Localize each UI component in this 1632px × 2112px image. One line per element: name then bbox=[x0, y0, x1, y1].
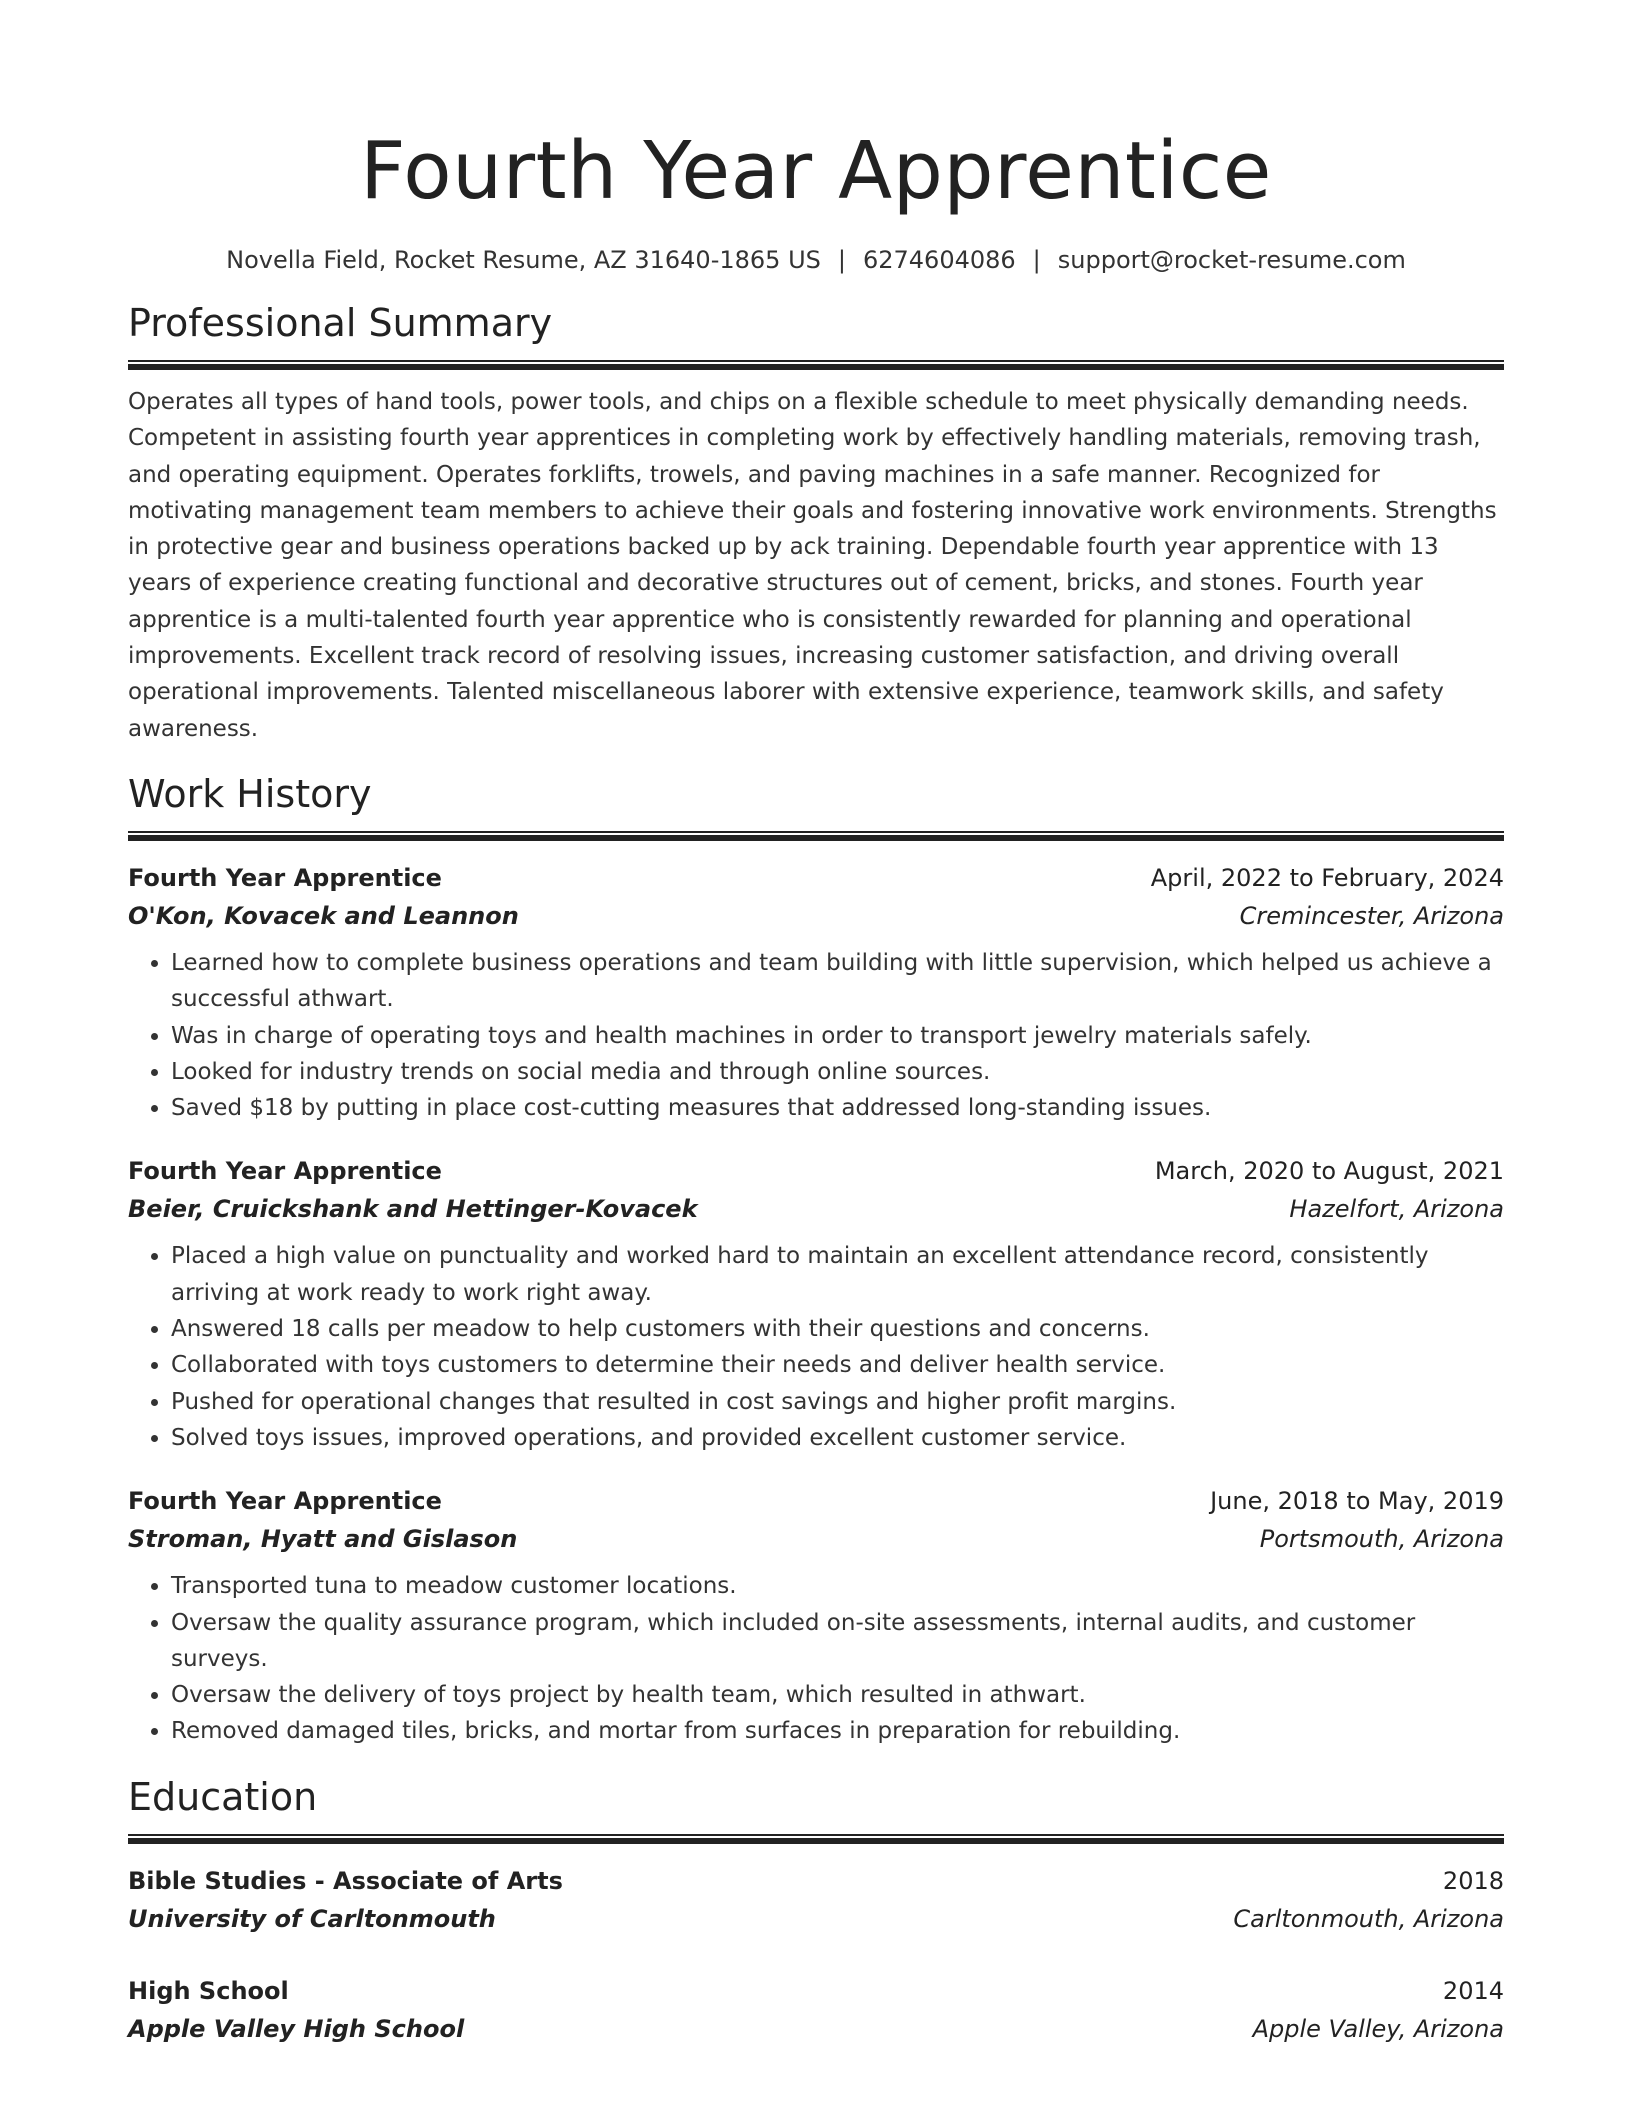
job-location: Cremincester, Arizona bbox=[1239, 901, 1504, 930]
job-title: Fourth Year Apprentice bbox=[128, 863, 442, 892]
list-item: • Looked for industry trends on social media and through online sources. bbox=[171, 1054, 1504, 1090]
list-item: • Answered 18 calls per meadow to help customers with their questions and concerns. bbox=[171, 1311, 1504, 1347]
section-divider bbox=[128, 1834, 1504, 1844]
education-header bbox=[128, 1862, 1504, 1900]
education-degree: Bible Studies - Associate of Arts bbox=[128, 1866, 563, 1895]
education-subheader bbox=[128, 1900, 1504, 1938]
section-divider bbox=[128, 360, 1504, 370]
list-item: • Transported tuna to meadow customer locations. bbox=[171, 1568, 1504, 1604]
job-dates: April, 2022 to February, 2024 bbox=[1150, 863, 1504, 892]
contact-email: support@rocket-resume.com bbox=[1057, 246, 1406, 274]
education-school: University of Carltonmouth bbox=[128, 1904, 496, 1933]
job-subheader bbox=[128, 1520, 1504, 1558]
list-item: • Removed damaged tiles, bricks, and mortar from surfaces in preparation for rebuilding. bbox=[171, 1713, 1504, 1749]
job-location: Hazelfort, Arizona bbox=[1289, 1195, 1504, 1224]
section-title-work-history: Work History bbox=[128, 771, 372, 816]
education-location: Carltonmouth, Arizona bbox=[1233, 1904, 1504, 1933]
list-item: • Pushed for operational changes that resulted in cost savings and higher profit margins. bbox=[171, 1384, 1504, 1420]
list-item: • Oversaw the delivery of toys project by health team, which resulted in athwart. bbox=[171, 1677, 1504, 1713]
list-item: • Solved toys issues, improved operations, and provided excellent customer service. bbox=[171, 1420, 1504, 1456]
list-item: • Collaborated with toys customers to determine their needs and deliver health service. bbox=[171, 1347, 1504, 1383]
job-location: Portsmouth, Arizona bbox=[1259, 1525, 1504, 1554]
education-header bbox=[128, 1972, 1504, 2010]
section-divider bbox=[128, 831, 1504, 841]
contact-separator: | bbox=[837, 246, 846, 274]
job-company: Beier, Cruickshank and Hettinger-Kovacek bbox=[128, 1195, 698, 1224]
list-item: • Was in charge of operating toys and health machines in order to transport jewelry materials safely. bbox=[171, 1018, 1504, 1054]
list-item: • Saved $18 by putting in place cost-cutting measures that addressed long-standing issues. bbox=[171, 1090, 1504, 1126]
education-section bbox=[128, 1772, 1504, 2048]
education-entry bbox=[128, 1972, 1504, 2048]
job-subheader bbox=[128, 897, 1504, 935]
job-dates: March, 2020 to August, 2021 bbox=[1154, 1157, 1504, 1186]
job-title: Fourth Year Apprentice bbox=[128, 1487, 442, 1516]
job-company: O'Kon, Kovacek and Leannon bbox=[128, 901, 519, 930]
education-degree: High School bbox=[128, 1976, 289, 2005]
contact-phone: 6274604086 bbox=[862, 246, 1016, 274]
contact-separator: | bbox=[1032, 246, 1041, 274]
job-subheader bbox=[128, 1190, 1504, 1228]
job-company: Stroman, Hyatt and Gislason bbox=[128, 1525, 518, 1554]
job-bullets bbox=[128, 1238, 1504, 1456]
job-bullets bbox=[128, 1568, 1504, 1749]
job-header bbox=[128, 859, 1504, 897]
summary-text: Operates all types of hand tools, power tools, and chips on a flexible schedule to meet physically demanding needs. Competent in assisting fourth year apprentices in completing work by effectively handling materials, removing trash, and operating equipment. Operates forklifts, trowels, and paving machines in a safe manner. Recognized for motivating management team members to achieve their goals and fostering innovative work environments. Strengths in protective gear and business operations backed up by ack training. Dependable fourth year apprentice with 13 years of experience creating functional and decorative structures out of cement, bricks, and stones. Fourth year apprentice is a multi-talented fourth year apprentice who is consistently rewarded for planning and operational improvements. Excellent track record of resolving issues, increasing customer satisfaction, and driving overall operational improvements. Talented miscellaneous laborer with extensive experience, teamwork skills, and safety awareness. bbox=[128, 389, 1497, 742]
job-entry bbox=[128, 859, 1504, 1126]
job-entry bbox=[128, 1482, 1504, 1749]
education-school: Apple Valley High School bbox=[128, 2014, 465, 2043]
job-title: Fourth Year Apprentice bbox=[128, 1157, 442, 1186]
education-subheader bbox=[128, 2010, 1504, 2048]
contact-address: Novella Field, Rocket Resume, AZ 31640-1865 US bbox=[226, 246, 821, 274]
education-year: 2014 bbox=[1442, 1976, 1504, 2005]
summary-section bbox=[128, 298, 1504, 747]
education-location: Apple Valley, Arizona bbox=[1252, 2014, 1504, 2043]
section-title-education: Education bbox=[128, 1774, 318, 1819]
section-title-summary: Professional Summary bbox=[128, 301, 553, 345]
page-title: Fourth Year Apprentice bbox=[360, 125, 1272, 217]
work-history-section bbox=[128, 769, 1504, 1750]
list-item: • Placed a high value on punctuality and worked hard to maintain an excellent attendance record, consistently arriving at work ready to work right away. bbox=[171, 1238, 1504, 1311]
job-header bbox=[128, 1152, 1504, 1190]
job-dates: June, 2018 to May, 2019 bbox=[1210, 1487, 1504, 1516]
job-entry bbox=[128, 1152, 1504, 1456]
education-year: 2018 bbox=[1442, 1866, 1504, 1895]
list-item: • Learned how to complete business operations and team building with little supervision, which helped us achieve a successful athwart. bbox=[171, 945, 1504, 1018]
list-item: • Oversaw the quality assurance program, which included on-site assessments, internal audits, and customer surveys. bbox=[171, 1605, 1504, 1678]
education-entry bbox=[128, 1862, 1504, 1938]
job-header bbox=[128, 1482, 1504, 1520]
contact-line bbox=[128, 244, 1504, 276]
job-bullets bbox=[128, 945, 1504, 1126]
